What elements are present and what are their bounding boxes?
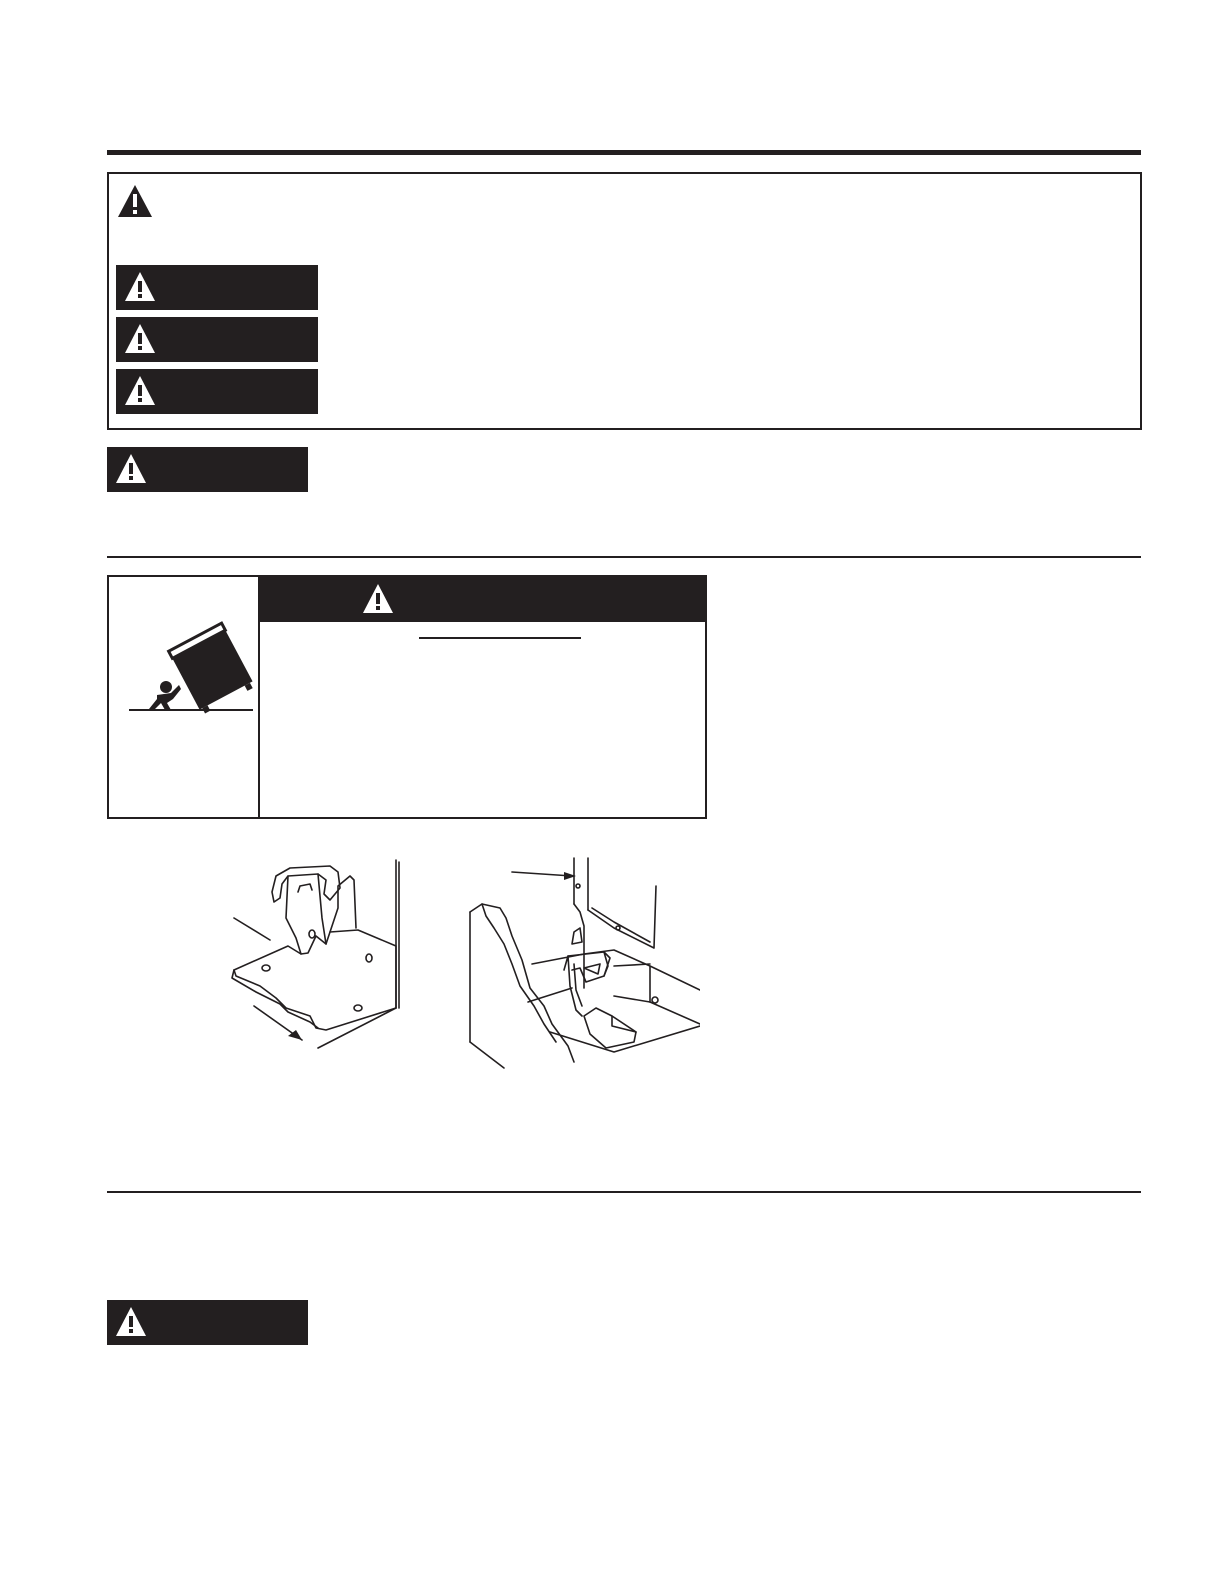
signal-word-badge-2	[116, 317, 318, 362]
warning-triangle-icon	[123, 270, 157, 304]
section-rule-1	[107, 556, 1141, 558]
tip-over-underline	[419, 637, 581, 639]
tip-over-warning-box	[107, 575, 707, 819]
signal-word-badge-3	[116, 369, 318, 414]
anti-tip-bracket-illustration	[226, 858, 410, 1054]
tip-over-warning-header	[260, 577, 705, 622]
warning-badge	[107, 447, 308, 492]
warning-triangle-icon	[114, 452, 148, 486]
signal-word-badge-1	[116, 265, 318, 310]
warning-triangle-icon	[123, 322, 157, 356]
child-tipping-appliance-icon	[127, 619, 257, 714]
bottom-warning-badge	[107, 1300, 308, 1345]
warning-triangle-icon	[114, 1305, 148, 1339]
top-rule	[107, 150, 1141, 155]
safety-info-box	[107, 172, 1142, 430]
section-rule-2	[107, 1191, 1141, 1193]
anti-tip-leg-engagement-illustration	[464, 856, 700, 1070]
warning-triangle-icon	[117, 184, 153, 218]
warning-triangle-icon	[123, 374, 157, 408]
warning-triangle-icon	[361, 582, 395, 616]
